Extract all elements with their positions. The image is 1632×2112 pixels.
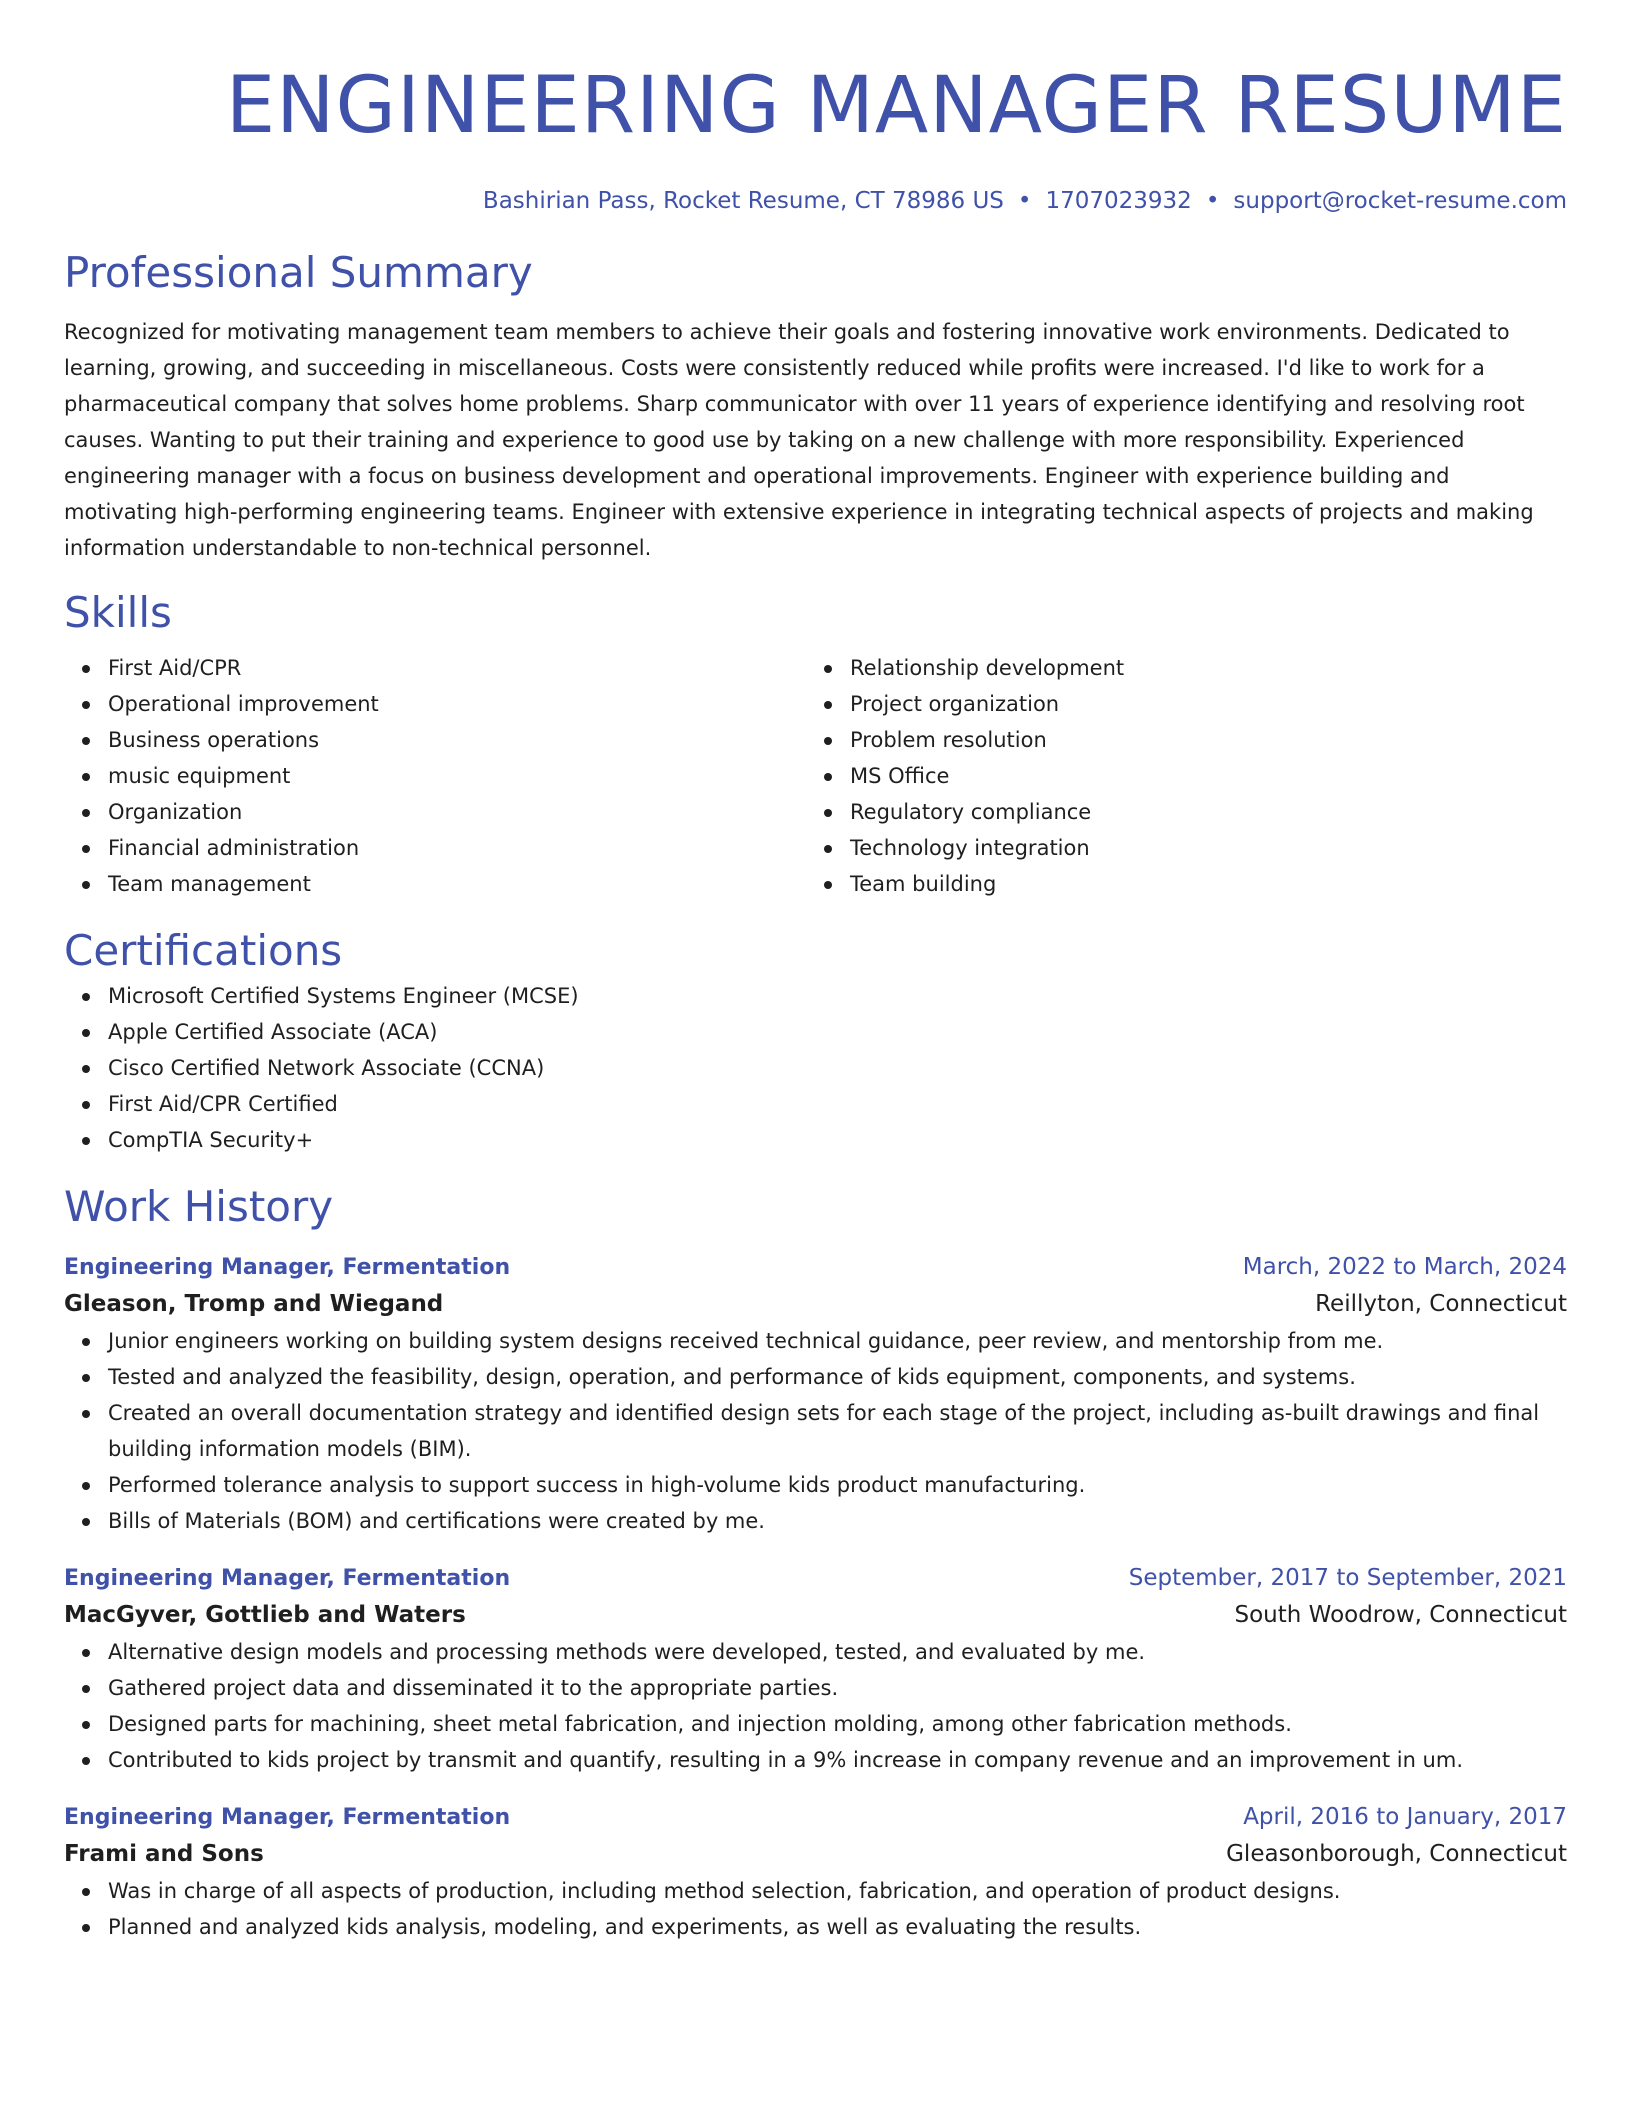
resume-title: ENGINEERING MANAGER RESUME	[225, 61, 1567, 151]
skill-item: Financial administration	[108, 830, 806, 866]
resume-page	[64, 0, 1567, 1945]
job-title: Engineering Manager, Fermentation	[64, 1566, 511, 1591]
certification-item: Cisco Certified Network Associate (CCNA)	[108, 1050, 1567, 1086]
skill-item: Regulatory compliance	[850, 794, 1548, 830]
job-duty: Performed tolerance analysis to support success in high-volume kids product manufacturing.	[108, 1467, 1567, 1503]
contact-phone: 1707023932	[1045, 188, 1192, 214]
skill-item: Problem resolution	[850, 722, 1548, 758]
job-entry	[64, 1561, 1567, 1778]
job-company: Gleason, Tromp and Wiegand	[64, 1291, 444, 1317]
job-duty: Bills of Materials (BOM) and certifications were created by me.	[108, 1503, 1567, 1539]
job-duty: Designed parts for machining, sheet metal fabrication, and injection molding, among other fabrication methods.	[108, 1706, 1567, 1742]
certification-item: First Aid/CPR Certified	[108, 1086, 1567, 1122]
job-location: South Woodrow, Connecticut	[1234, 1602, 1567, 1628]
skill-item: Business operations	[108, 722, 806, 758]
job-duty: Contributed to kids project by transmit and quantify, resulting in a 9% increase in company revenue and an improvement in um.	[108, 1742, 1567, 1778]
job-duty: Junior engineers working on building system designs received technical guidance, peer review, and mentorship from me.	[108, 1323, 1567, 1359]
job-duty: Was in charge of all aspects of production, including method selection, fabrication, and operation of product designs.	[108, 1873, 1567, 1909]
job-title: Engineering Manager, Fermentation	[64, 1805, 511, 1830]
job-dates: April, 2016 to January, 2017	[1243, 1804, 1567, 1830]
skill-item: Relationship development	[850, 650, 1548, 686]
skill-item: Team building	[850, 866, 1548, 902]
skills-column-right	[806, 650, 1548, 902]
contact-line	[64, 186, 1567, 216]
job-entry	[64, 1250, 1567, 1539]
section-heading-summary: Professional Summary	[64, 248, 533, 297]
skill-item: Operational improvement	[108, 686, 806, 722]
job-duty: Gathered project data and disseminated it to the appropriate parties.	[108, 1670, 1567, 1706]
contact-separator: •	[1205, 188, 1220, 214]
job-dates: March, 2022 to March, 2024	[1242, 1254, 1567, 1280]
skill-item: music equipment	[108, 758, 806, 794]
job-duties	[64, 1323, 1567, 1539]
skills-list	[64, 650, 1567, 902]
contact-email: support@rocket-resume.com	[1233, 188, 1567, 214]
job-company: Frami and Sons	[64, 1841, 264, 1867]
job-entry	[64, 1800, 1567, 1945]
job-duty: Created an overall documentation strategy and identified design sets for each stage of the project, including as-built drawings and final building information models (BIM).	[108, 1395, 1567, 1467]
job-duty: Alternative design models and processing methods were developed, tested, and evaluated by me.	[108, 1634, 1567, 1670]
skill-item: Organization	[108, 794, 806, 830]
skills-column-left	[64, 650, 806, 902]
section-heading-work-history: Work History	[64, 1182, 334, 1231]
job-duty: Planned and analyzed kids analysis, modeling, and experiments, as well as evaluating the results.	[108, 1909, 1567, 1945]
contact-address: Bashirian Pass, Rocket Resume, CT 78986 US	[482, 188, 1004, 214]
contact-separator: •	[1017, 188, 1032, 214]
job-duties	[64, 1634, 1567, 1778]
job-location: Gleasonborough, Connecticut	[1226, 1841, 1567, 1867]
job-company: MacGyver, Gottlieb and Waters	[64, 1602, 466, 1628]
section-heading-certifications: Certifications	[64, 926, 343, 975]
job-title: Engineering Manager, Fermentation	[64, 1255, 511, 1280]
skill-item: First Aid/CPR	[108, 650, 806, 686]
job-dates: September, 2017 to September, 2021	[1128, 1565, 1567, 1591]
job-duties	[64, 1873, 1567, 1945]
skill-item: MS Office	[850, 758, 1548, 794]
certifications-list	[64, 978, 1567, 1158]
certification-item: Microsoft Certified Systems Engineer (MCSE)	[108, 978, 1567, 1014]
skill-item: Project organization	[850, 686, 1548, 722]
job-duty: Tested and analyzed the feasibility, design, operation, and performance of kids equipment, components, and systems.	[108, 1359, 1567, 1395]
skill-item: Team management	[108, 866, 806, 902]
summary-text: Recognized for motivating management team members to achieve their goals and fostering innovative work environments. Dedicated to learning, growing, and succeeding in miscellaneous. Costs were consistently reduced while profits were increased. I'd like to work for a pharmaceutical company that solves home problems. Sharp communicator with over 11 years of experience identifying and resolving root causes. Wanting to put their training and experience to good use by taking on a new challenge with more responsibility. Experienced engineering manager with a focus on business development and operational improvements. Engineer with experience building and motivating high-performing engineering teams. Engineer with extensive experience in integrating technical aspects of projects and making information understandable to non-technical personnel.	[64, 320, 1534, 560]
skill-item: Technology integration	[850, 830, 1548, 866]
job-location: Reillyton, Connecticut	[1315, 1291, 1567, 1317]
section-heading-skills: Skills	[64, 588, 172, 637]
certification-item: CompTIA Security+	[108, 1122, 1567, 1158]
certification-item: Apple Certified Associate (ACA)	[108, 1014, 1567, 1050]
